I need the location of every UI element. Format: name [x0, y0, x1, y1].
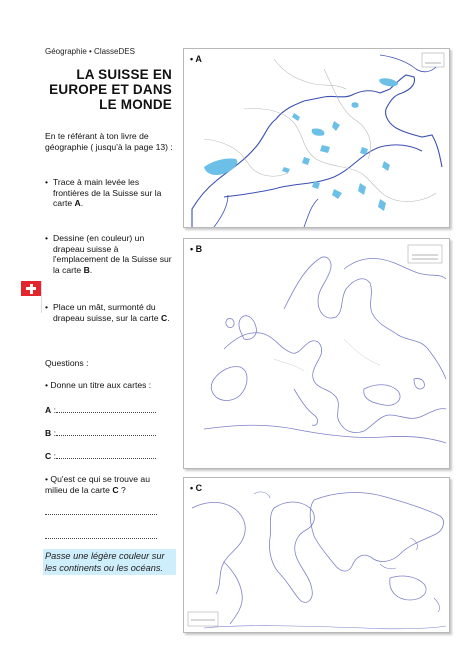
- task-punct: .: [89, 264, 93, 275]
- title-line-2: EUROPE ET DANS: [49, 82, 172, 97]
- page-title: [40, 67, 172, 112]
- task-punct: .: [80, 198, 84, 208]
- question-1: • Donne un titre aux cartes :: [45, 380, 152, 390]
- bullet: •: [45, 177, 49, 187]
- answer-letter: A: [45, 405, 52, 415]
- map-label-a: • A: [190, 54, 202, 64]
- task-text: Place un mât, surmonté du drapeau suisse, sur la carte: [53, 302, 161, 323]
- task-text: Trace à main levée les frontières de la Suisse sur la carte: [53, 177, 162, 208]
- instructions-intro: En te référant à ton livre de géographie ( jusqu'à la page 13) :: [45, 131, 173, 152]
- title-line-3: LE MONDE: [99, 97, 172, 112]
- answer-sep: :: [51, 405, 56, 415]
- title-line-1: LA SUISSE EN: [76, 67, 172, 82]
- answer-sep: :: [51, 451, 56, 461]
- question-2-punct: ?: [118, 484, 126, 495]
- question-2-letter: C: [112, 484, 119, 495]
- map-label-c: • C: [190, 483, 203, 493]
- answer-line-b[interactable]: [45, 427, 173, 438]
- question-2-text: • Qu'est ce qui se trouve au milieu de la carte: [45, 474, 150, 495]
- flag-pole: [41, 281, 42, 313]
- task-text: Dessine (en couleur) un drapeau suisse à l'emplacement de la Suisse sur la carte: [53, 233, 172, 275]
- task-letter: A: [74, 198, 81, 208]
- question-2: [45, 474, 173, 495]
- answer-line-c[interactable]: [45, 450, 173, 461]
- task-item: [45, 177, 173, 209]
- answer-line[interactable]: [45, 513, 157, 515]
- page-header: Géographie • ClasseDES: [45, 47, 135, 56]
- swiss-flag-icon: [21, 281, 41, 296]
- bullet: •: [45, 233, 49, 243]
- task-letter: B: [83, 264, 90, 275]
- questions-label: Questions :: [45, 358, 89, 368]
- task-item: [45, 302, 173, 323]
- map-c-world: [183, 477, 450, 633]
- map-a-switzerland: [183, 48, 450, 228]
- bullet: •: [45, 302, 49, 312]
- map-label-b: • B: [190, 244, 203, 254]
- task-letter: C: [160, 312, 168, 323]
- answer-letter: C: [45, 451, 52, 461]
- map-b-europe: [183, 238, 450, 469]
- answer-sep: :: [51, 428, 56, 438]
- coloring-instruction: Passe une légère couleur sur les continents ou les océans.: [43, 549, 176, 575]
- task-item: [45, 233, 173, 275]
- answer-line-a[interactable]: [45, 404, 173, 415]
- task-punct: .: [167, 312, 170, 323]
- answer-line[interactable]: [45, 537, 157, 539]
- answer-letter: B: [45, 428, 52, 438]
